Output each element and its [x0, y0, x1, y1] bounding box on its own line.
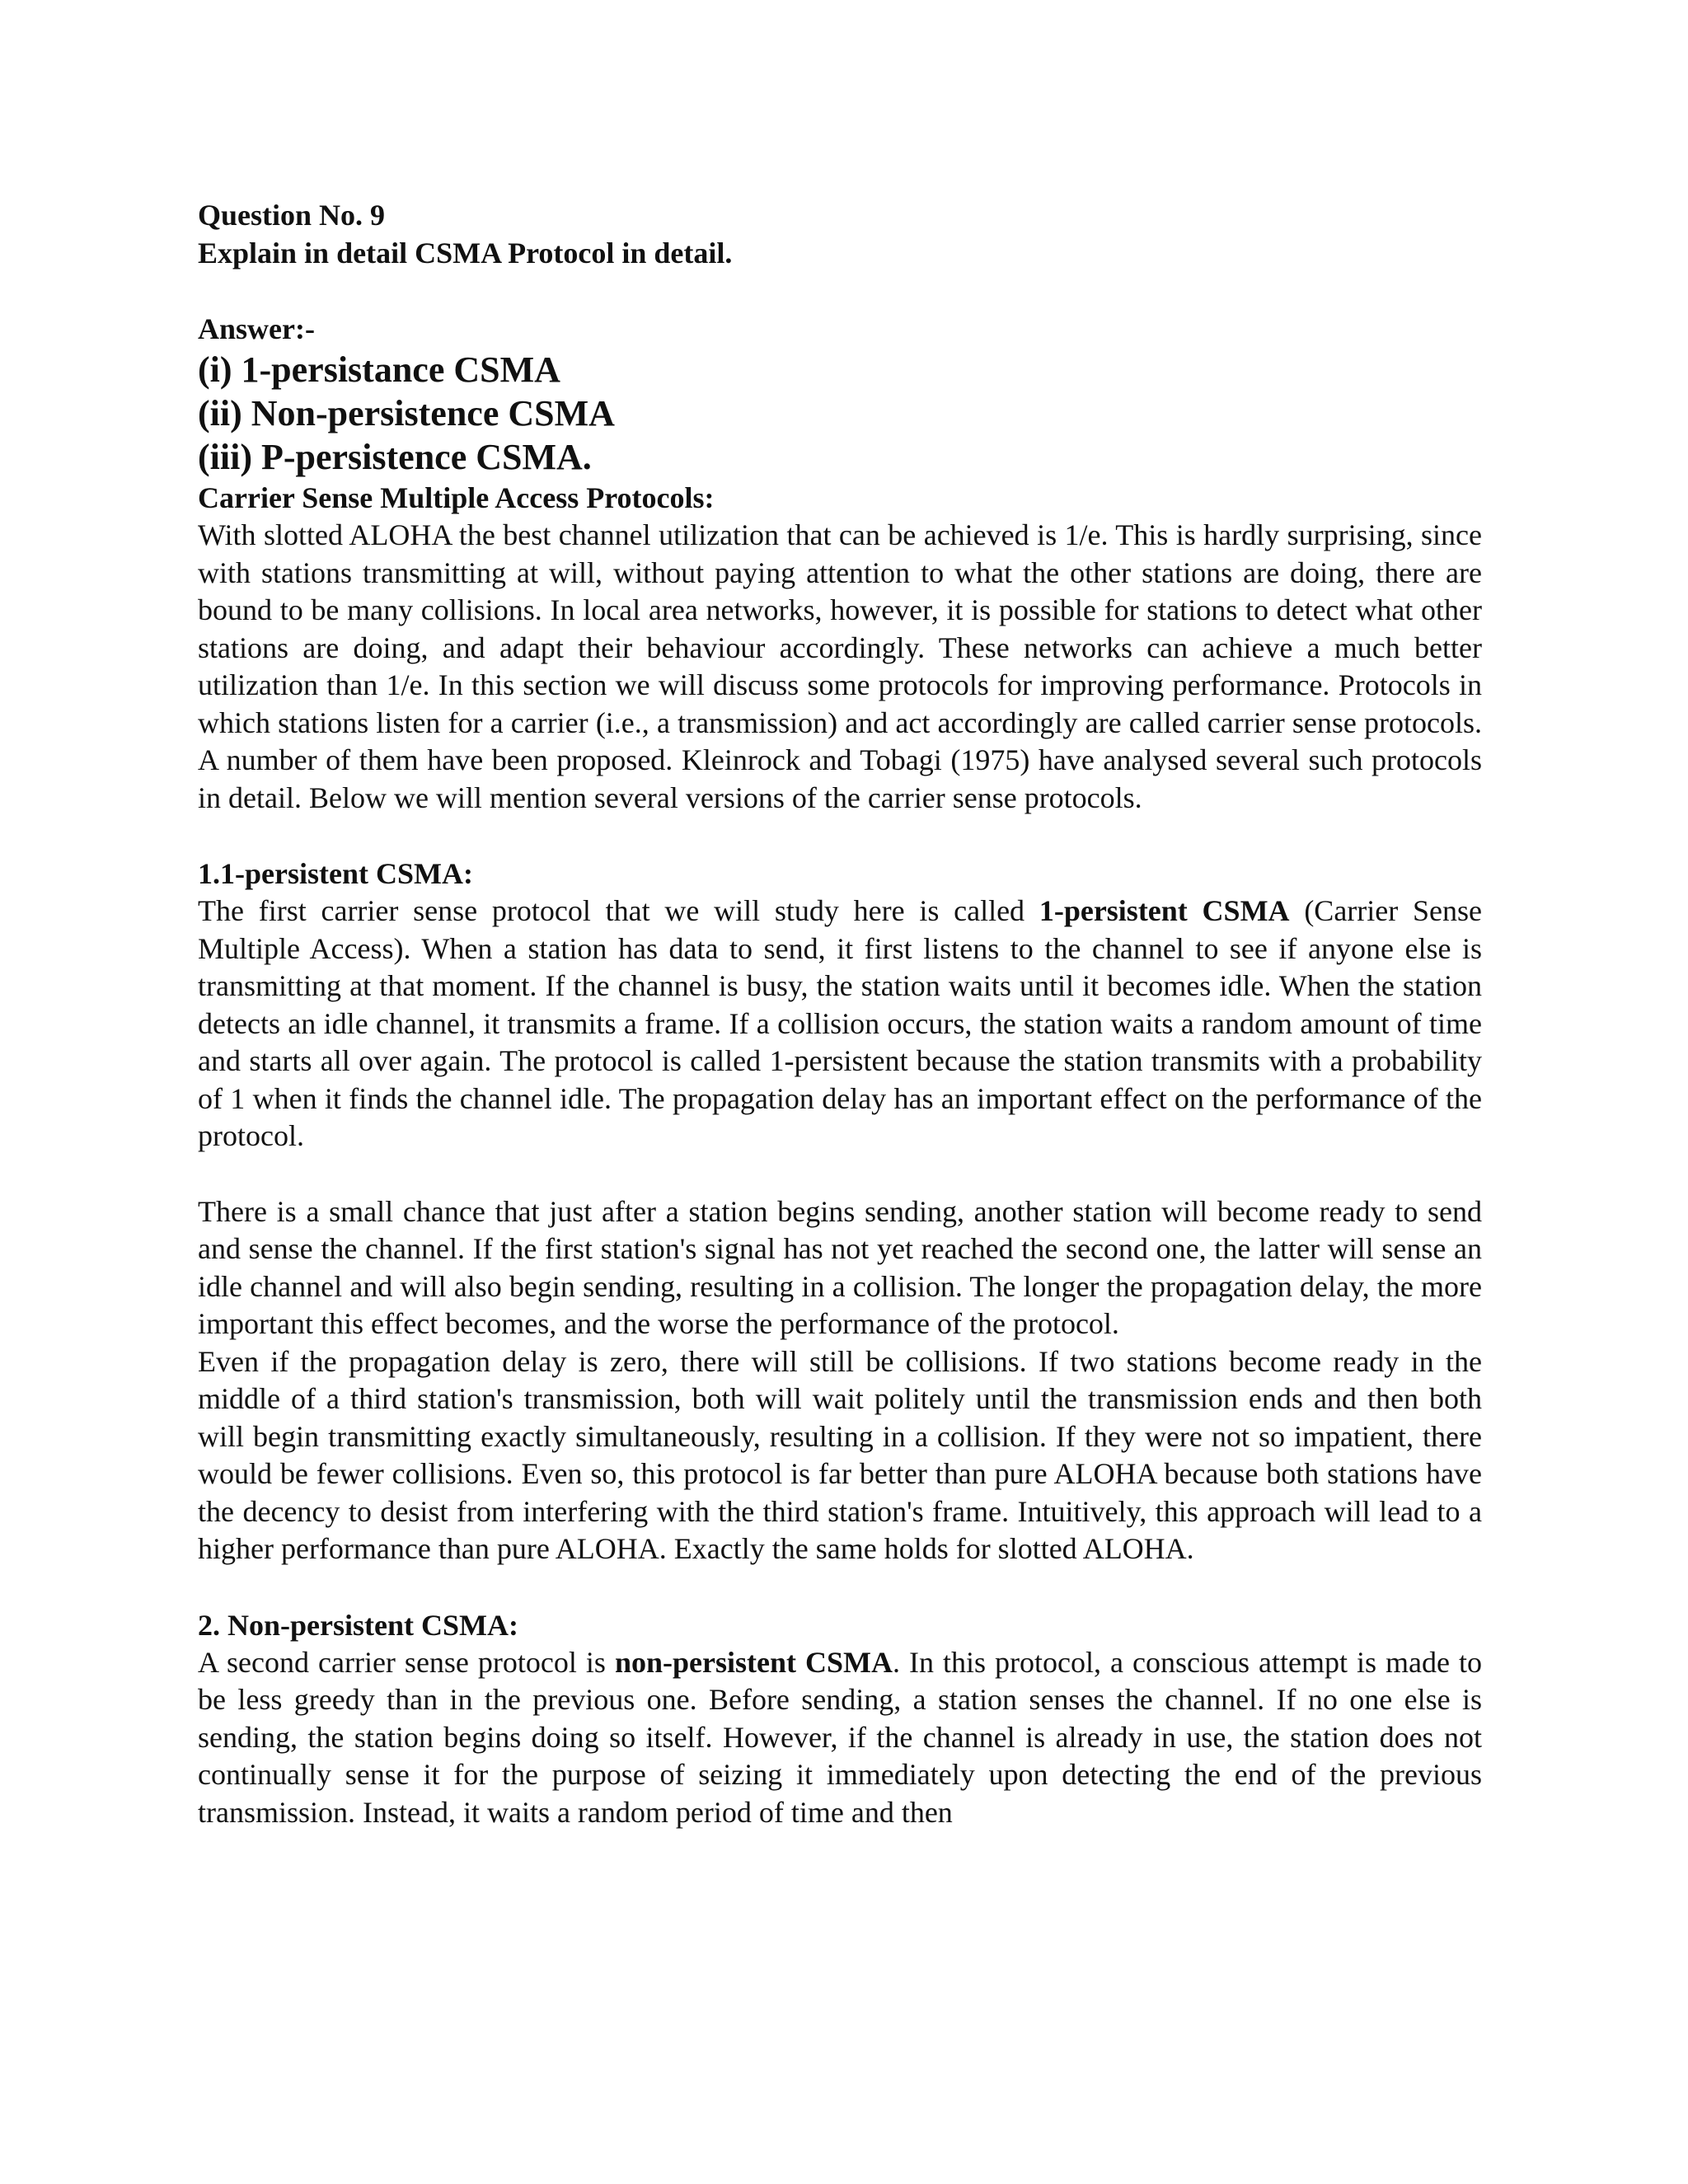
csma-type-3: (iii) P-persistence CSMA.: [198, 437, 592, 477]
nonpersistent-heading: 2. Non-persistent CSMA:: [198, 1608, 518, 1642]
persistent-paragraph-3: Even if the propagation delay is zero, there will still be collisions. If two stations become ready in the middle of a third station's transmission, both will wait politely until the transmission ends and then both will begin transmitting exactly simultaneously, resulting in a collision. If they were not so impatient, there would be fewer collisions. Even so, this protocol is far better than pure ALOHA because both stations have the decency to desist from interfering with the third station's frame. Intuitively, this approach will lead to a higher performance than pure ALOHA. Exactly the same holds for slotted ALOHA.: [198, 1344, 1482, 1565]
persistent-paragraph-1: The first carrier sense protocol that we will study here is called 1-persistent CSMA (Carrier Sense Multiple Access). When a station has data to send, it first listens to the channel to see if anyone else is transmitting at that moment. If the channel is busy, the station waits until it becomes idle. When the station detects an idle channel, it transmits a frame. If a collision occurs, the station waits a random amount of time and starts all over again. The protocol is called 1-persistent because the station transmits with a probability of 1 when it finds the channel idle. The propagation delay has an important effect on the performance of the protocol.: [198, 894, 1482, 1152]
csma-heading: Carrier Sense Multiple Access Protocols:: [198, 481, 715, 514]
spacer: [198, 817, 1482, 855]
term-1-persistent: 1-persistent CSMA: [1039, 894, 1290, 927]
question-number: Question No. 9: [198, 199, 386, 232]
persistent-heading: 1.1-persistent CSMA:: [198, 857, 473, 890]
spacer: [198, 1155, 1482, 1193]
csma-type-2: (ii) Non-persistence CSMA: [198, 393, 615, 434]
answer-label: Answer:-: [198, 312, 315, 345]
csma-type-1: (i) 1-persistance CSMA: [198, 349, 560, 390]
nonpersistent-paragraph: A second carrier sense protocol is non-persistent CSMA. In this protocol, a conscious attempt is made to be less greedy than in the previous one. Before sending, a station senses the channel. If no one else is sending, the station begins doing so itself. However, if the channel is already in use, the station does not continually sense it for the purpose of seizing it immediately upon detecting the end of the previous transmission. Instead, it waits a random period of time and then: [198, 1645, 1483, 1829]
document-page: [198, 196, 1482, 1831]
spacer: [198, 1568, 1482, 1606]
spacer: [198, 272, 1482, 310]
term-non-persistent: non-persistent CSMA: [614, 1645, 893, 1679]
persistent-paragraph-2: There is a small chance that just after a station begins sending, another station will become ready to send and sense the channel. If the first station's signal has not yet reached the second one, the latter will sense an idle channel and will also begin sending, resulting in a collision. The longer the propagation delay, the more important this effect becomes, and the worse the performance of the protocol.: [198, 1194, 1482, 1340]
csma-paragraph: With slotted ALOHA the best channel utilization that can be achieved is 1/e. This is hardly surprising, since with stations transmitting at will, without paying attention to what the other stations are doing, there are bound to be many collisions. In local area networks, however, it is possible for stations to detect what other stations are doing, and adapt their behaviour accordingly. These networks can achieve a much better utilization than 1/e. In this section we will discuss some protocols for improving performance. Protocols in which stations listen for a carrier (i.e., a transmission) and act accordingly are called carrier sense protocols. A number of them have been proposed. Kleinrock and Tobagi (1975) have analysed several such protocols in detail. Below we will mention several versions of the carrier sense protocols.: [198, 518, 1482, 814]
question-prompt: Explain in detail CSMA Protocol in detail.: [198, 237, 733, 269]
